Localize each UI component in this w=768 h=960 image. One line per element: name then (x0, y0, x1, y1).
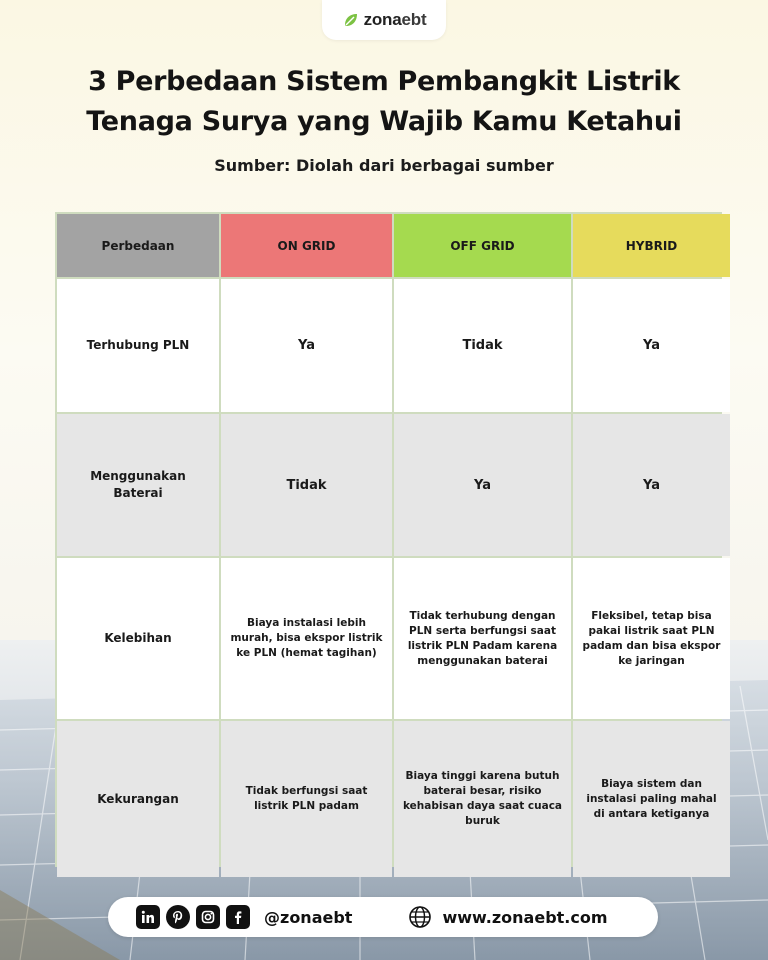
title-line-1: 3 Perbedaan Sistem Pembangkit Listrik (88, 66, 680, 97)
row-label-kekurangan: Kekurangan (57, 721, 219, 877)
cell-off-grid-kelebihan: Tidak terhubung dengan PLN serta berfungsi saat listrik PLN Padam karena menggunakan baterai (394, 558, 571, 719)
cell-hybrid-kelebihan: Fleksibel, tetap bisa pakai listrik saat PLN padam dan bisa ekspor ke jaringan (573, 558, 730, 719)
header-hybrid: HYBRID (573, 214, 730, 277)
instagram-icon[interactable] (196, 905, 220, 929)
cell-off-grid-terhubung: Tidak (394, 279, 571, 412)
globe-icon (408, 905, 432, 929)
social-links (136, 905, 352, 929)
cell-on-grid-kekurangan: Tidak berfungsi saat listrik PLN padam (221, 721, 392, 877)
row-label-kelebihan: Kelebihan (57, 558, 219, 719)
cell-on-grid-terhubung: Ya (221, 279, 392, 412)
page-title (24, 62, 744, 142)
cell-off-grid-baterai: Ya (394, 414, 571, 556)
cell-hybrid-terhubung: Ya (573, 279, 730, 412)
social-handle[interactable]: @zonaebt (264, 907, 353, 927)
header-off-grid: OFF GRID (394, 214, 571, 277)
source-subtitle: Sumber: Diolah dari berbagai sumber (214, 156, 554, 175)
facebook-icon[interactable] (226, 905, 250, 929)
leaf-logo-icon (342, 11, 360, 29)
linkedin-icon[interactable] (136, 905, 160, 929)
cell-on-grid-kelebihan: Biaya instalasi lebih murah, bisa ekspor listrik ke PLN (hemat tagihan) (221, 558, 392, 719)
header-on-grid: ON GRID (221, 214, 392, 277)
website-link[interactable] (408, 905, 607, 929)
row-label-terhubung-pln: Terhubung PLN (57, 279, 219, 412)
cell-hybrid-kekurangan: Biaya sistem dan instalasi paling mahal di antara ketiganya (573, 721, 730, 877)
cell-off-grid-kekurangan: Biaya tinggi karena butuh baterai besar, risiko kehabisan daya saat cuaca buruk (394, 721, 571, 877)
pinterest-icon[interactable] (166, 905, 190, 929)
cell-on-grid-baterai: Tidak (221, 414, 392, 556)
row-label-menggunakan-baterai: Menggunakan Baterai (57, 414, 219, 556)
title-line-2: Tenaga Surya yang Wajib Kamu Ketahui (86, 106, 682, 137)
comparison-table (55, 212, 722, 867)
website-url[interactable]: www.zonaebt.com (442, 907, 608, 927)
cell-hybrid-baterai: Ya (573, 414, 730, 556)
brand-name: zonaebt (363, 10, 427, 29)
brand-logo (322, 0, 446, 40)
header-perbedaan: Perbedaan (57, 214, 219, 277)
footer-bar (108, 897, 658, 937)
